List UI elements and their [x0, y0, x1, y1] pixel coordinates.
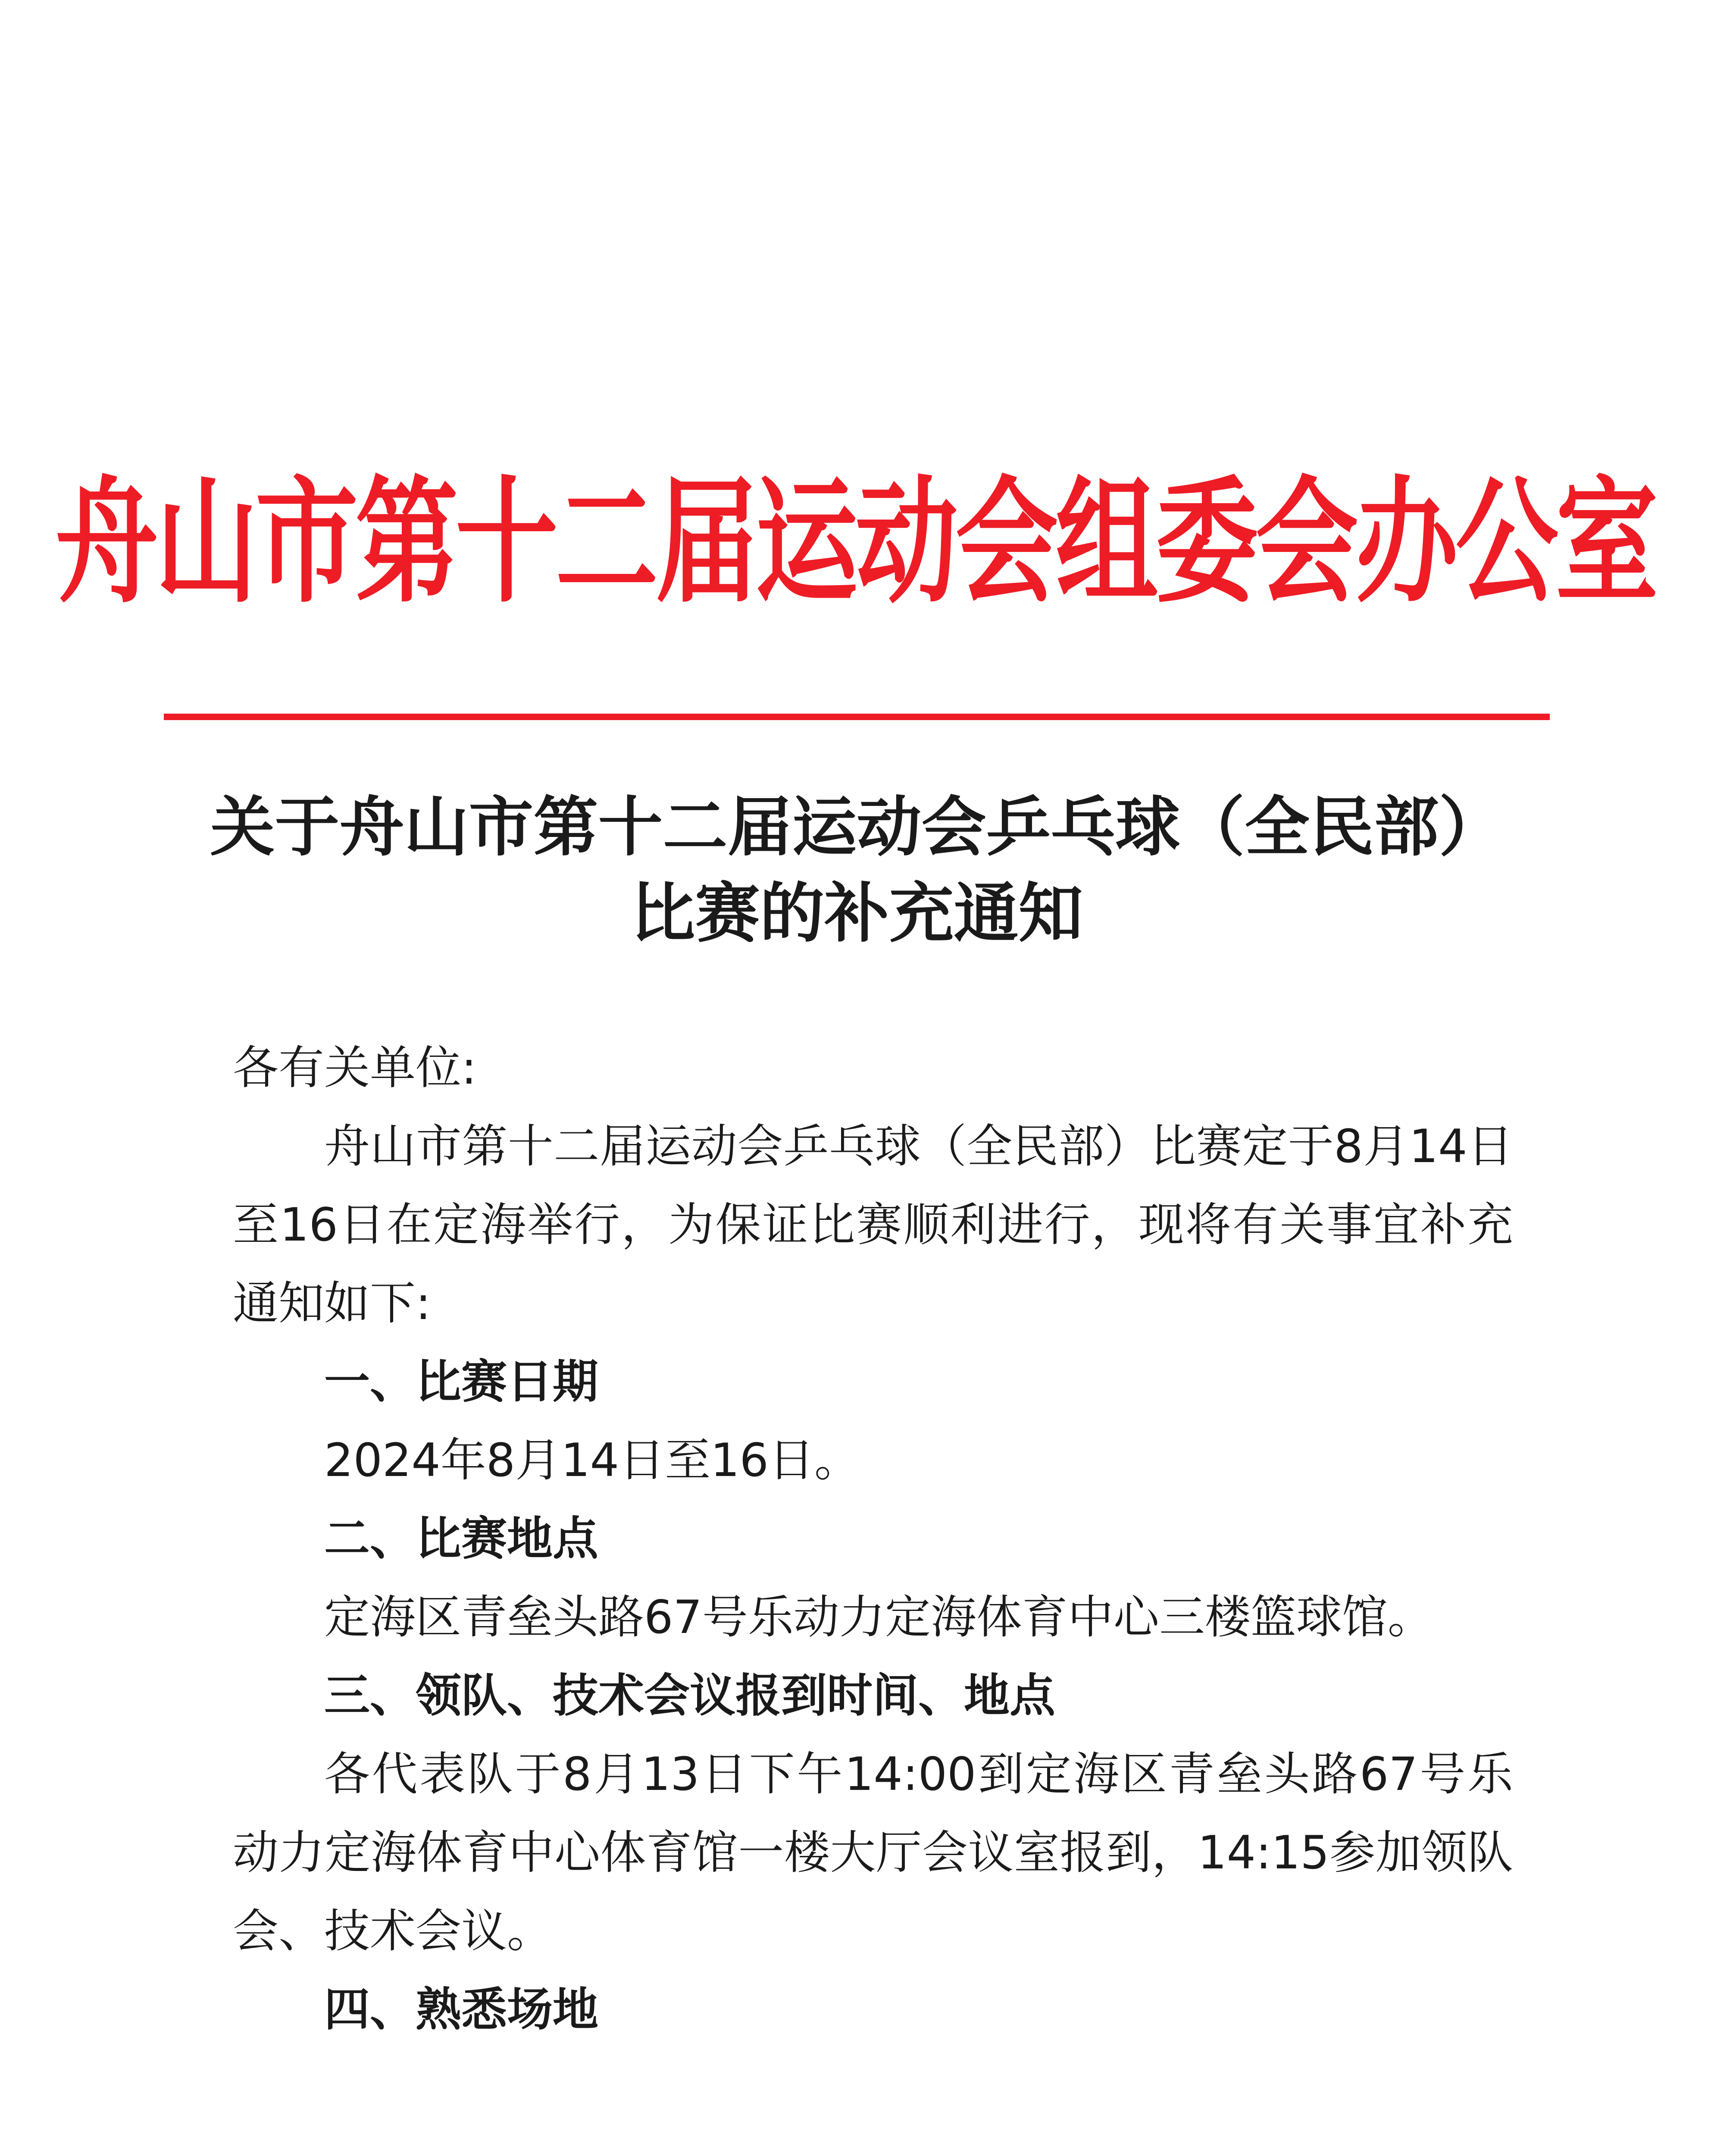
- section-heading-venue: 二、比赛地点: [324, 1512, 598, 1565]
- section-body-venue: 定海区青垒头路67号乐动力定海体育中心三楼篮球馆。: [324, 1591, 1433, 1644]
- letterhead-title: 舟山市第十二届运动会组委会办公室: [55, 463, 1656, 622]
- salutation: 各有关单位:: [233, 1041, 477, 1094]
- section-heading-meeting: 三、领队、技术会议报到时间、地点: [324, 1669, 1055, 1722]
- section-heading-familiarization: 四、熟悉场地: [324, 1983, 598, 2036]
- section-body-meeting: 各代表队于8月13日下午14:00到定海区青垒头路67号乐动力定海体育中心体育馆一楼大厅会议室报到，14:15参加领队会、技术会议。: [233, 1748, 1513, 1958]
- document-title: [164, 784, 1550, 956]
- letterhead-red-rule: [164, 714, 1550, 720]
- document-title-line-2: 比赛的补充通知: [630, 875, 1083, 951]
- document-body: [233, 1029, 1513, 2049]
- section-heading-date: 一、比赛日期: [324, 1355, 598, 1408]
- document-title-line-1: 关于舟山市第十二届运动会乒乓球（全民部）: [210, 789, 1504, 865]
- section-body-date: 2024年8月14日至16日。: [324, 1434, 860, 1487]
- intro-paragraph: 舟山市第十二届运动会乒乓球（全民部）比赛定于8月14日至16日在定海举行，为保证比赛顺利进行，现将有关事宜补充通知如下:: [233, 1120, 1513, 1330]
